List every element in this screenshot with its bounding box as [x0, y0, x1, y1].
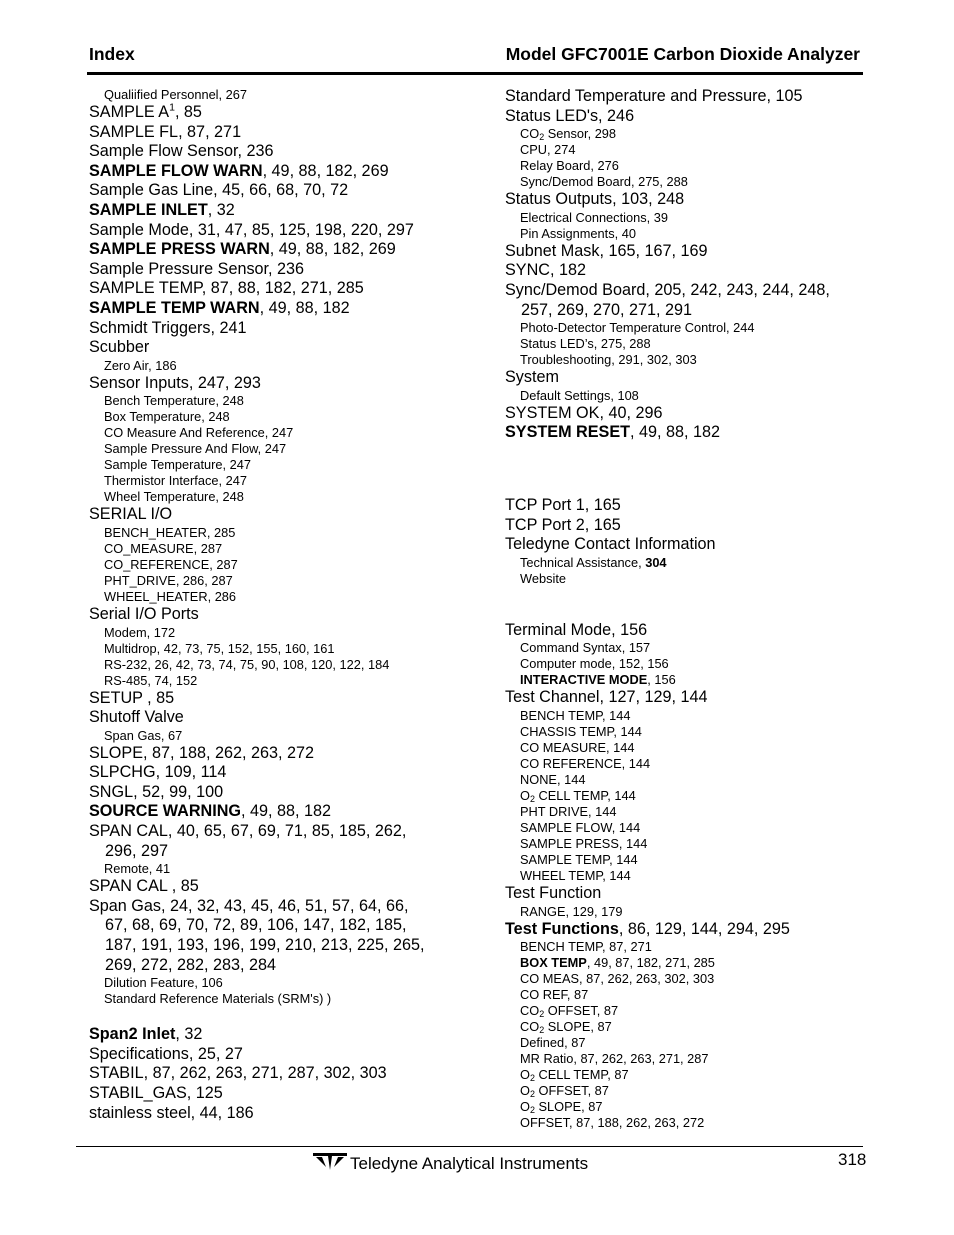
header-document-title: Model GFC7001E Carbon Dioxide Analyzer — [505, 44, 860, 64]
index-subentry — [505, 955, 865, 971]
index-subentry: RANGE, 129, 179 — [520, 903, 623, 919]
index-term-bold: BOX TEMP — [520, 955, 587, 971]
index-term-bold: SAMPLE FLOW WARN — [89, 161, 263, 180]
footer-company-name: Teledyne Analytical Instruments — [350, 1153, 589, 1173]
header-rule — [87, 72, 863, 75]
index-entry: STABIL, 87, 262, 263, 271, 287, 302, 303 — [89, 1064, 387, 1083]
index-entry: System — [505, 368, 559, 387]
index-term-bold: Test Functions — [505, 919, 619, 938]
index-subentry: BENCH TEMP, 144 — [520, 707, 631, 723]
index-entry: TCP Port 1, 165 — [505, 495, 621, 514]
index-entry: SLPCHG, 109, 114 — [89, 763, 227, 782]
index-subentry: Electrical Connections, 39 — [520, 209, 668, 225]
index-subentry: WHEEL_HEATER, 286 — [104, 588, 237, 604]
index-subentry: PHT_DRIVE, 286, 287 — [104, 572, 233, 588]
index-term-bold: Span2 Inlet — [89, 1025, 176, 1044]
index-term-bold: SYSTEM RESET — [505, 423, 631, 442]
index-subentry: Dilution Feature, 106 — [104, 975, 223, 991]
index-subentry: Bench Temperature, 248 — [104, 393, 244, 409]
index-pages: , 49, 87, 182, 271, 285 — [586, 955, 715, 971]
index-entry: Test Channel, 127, 129, 144 — [505, 688, 708, 707]
index-pages: , 49, 88, 182, 269 — [269, 240, 396, 259]
index-pages: , 32 — [175, 1025, 203, 1044]
index-subentry: Qualiified Personnel, 267 — [104, 87, 247, 102]
index-entry: Terminal Mode, 156 — [505, 620, 648, 639]
footer-rule — [76, 1146, 863, 1147]
index-pages: , 49, 88, 182 — [241, 802, 332, 821]
index-entry: Test Function — [505, 883, 602, 902]
index-entry: Sample Mode, 31, 47, 85, 125, 198, 220, 297 — [89, 220, 414, 239]
index-entry: Specifications, 25, 27 — [89, 1044, 243, 1063]
index-subentry: Sample Pressure And Flow, 247 — [104, 441, 287, 457]
index-subentry: Photo-Detector Temperature Control, 244 — [520, 320, 755, 336]
index-spacer — [89, 1007, 489, 1025]
index-entry: Shutoff Valve — [89, 708, 184, 727]
index-entry — [89, 240, 489, 260]
index-pages: , 156 — [647, 672, 676, 688]
index-entry: SAMPLE TEMP, 87, 88, 182, 271, 285 — [89, 279, 364, 298]
index-entry: 296, 297 — [105, 841, 169, 860]
index-spacer — [505, 587, 865, 621]
index-subentry: CPU, 274 — [520, 142, 576, 158]
index-subentry: RS-485, 74, 152 — [104, 672, 198, 688]
index-pages: , 86, 129, 144, 294, 295 — [618, 919, 790, 938]
index-subentry: CO REFERENCE, 144 — [520, 755, 651, 771]
index-subentry: CO REF, 87 — [520, 987, 589, 1003]
index-spacer — [505, 443, 865, 496]
teledyne-logo-icon — [313, 1150, 350, 1177]
index-entry: 257, 269, 270, 271, 291 — [521, 300, 693, 319]
index-entry: 67, 68, 69, 70, 72, 89, 106, 147, 182, 185, — [105, 916, 407, 935]
index-entry — [89, 1025, 489, 1045]
index-subentry: OFFSET, 87, 188, 262, 263, 272 — [520, 1115, 705, 1131]
index-entry: Span Gas, 24, 32, 43, 45, 46, 51, 57, 64, 66, — [89, 896, 409, 915]
index-entry: TCP Port 2, 165 — [505, 515, 621, 534]
index-column-left — [89, 87, 489, 1123]
index-subentry: $O_2$ SLOPE, 87 — [520, 1099, 603, 1115]
index-subentry: CO MEASURE, 144 — [520, 739, 635, 755]
index-subentry: Relay Board, 276 — [520, 158, 619, 174]
index-term-bold: SAMPLE TEMP WARN — [89, 298, 260, 317]
index-entry — [89, 201, 489, 221]
index-subentry: Command Syntax, 157 — [520, 640, 651, 656]
index-entry: Subnet Mask, 165, 167, 169 — [505, 241, 708, 260]
index-entry: Serial I/O Ports — [89, 604, 199, 623]
index-subentry: Modem, 172 — [104, 624, 176, 640]
index-entry — [505, 423, 865, 443]
index-subentry: CHASSIS TEMP, 144 — [520, 723, 642, 739]
index-entry — [89, 299, 489, 319]
index-entry: Status Outputs, 103, 248 — [505, 190, 685, 209]
index-subentry: BENCH TEMP, 87, 271 — [520, 939, 652, 955]
index-subentry: Standard Reference Materials (SRM's) ) — [104, 991, 332, 1007]
index-subentry: PHT DRIVE, 144 — [520, 803, 617, 819]
index-term: Technical Assistance, — [520, 554, 646, 570]
index-entry: Standard Temperature and Pressure, 105 — [505, 87, 803, 105]
index-subentry — [505, 555, 865, 571]
index-entry: Sensor Inputs, 247, 293 — [89, 373, 261, 392]
index-pages: , 32 — [207, 200, 235, 219]
index-entry: SAMPLE FL, 87, 271 — [89, 122, 242, 141]
index-term-bold: INTERACTIVE MODE — [520, 672, 648, 688]
index-term-bold: SAMPLE PRESS WARN — [89, 240, 270, 259]
index-subentry: Thermistor Interface, 247 — [104, 473, 247, 489]
page-number: 318 — [838, 1150, 867, 1169]
index-subentry: SAMPLE PRESS, 144 — [520, 835, 648, 851]
index-subentry: MR Ratio, 87, 262, 263, 271, 287 — [520, 1051, 709, 1067]
index-entry: Scubber — [89, 338, 150, 357]
index-entry — [89, 162, 489, 182]
index-subentry: Defined, 87 — [520, 1035, 586, 1051]
index-subentry: Troubleshooting, 291, 302, 303 — [520, 352, 697, 368]
index-pages: , 49, 88, 182 — [259, 298, 350, 317]
index-subentry: CO MEAS, 87, 262, 263, 302, 303 — [520, 971, 715, 987]
index-subentry: Default Settings, 108 — [520, 387, 639, 403]
index-subentry: CO_REFERENCE, 287 — [104, 556, 238, 572]
index-entry: STABIL_GAS, 125 — [89, 1084, 223, 1102]
index-subentry: Remote, 41 — [104, 861, 171, 877]
index-entry: SYNC, 182 — [505, 261, 586, 280]
index-subentry: Website — [520, 570, 566, 586]
index-subentry: Span Gas, 67 — [104, 727, 183, 743]
index-entry — [505, 920, 865, 940]
index-subentry: Status LED’s, 275, 288 — [520, 336, 651, 352]
index-entry: stainless steel, 44, 186 — [89, 1103, 254, 1122]
index-pages: , 49, 88, 182 — [630, 423, 721, 442]
index-entry: SAMPLE $A^1$, 85 — [89, 101, 202, 121]
index-entry: SERIAL I/O — [89, 505, 173, 524]
index-subentry: RS-232, 26, 42, 73, 74, 75, 90, 108, 120, 122, 184 — [104, 656, 390, 672]
index-entry: SYSTEM OK, 40, 296 — [505, 403, 663, 422]
index-subentry — [505, 672, 865, 688]
index-entry: 187, 191, 193, 196, 199, 210, 213, 225, 265, — [105, 936, 425, 955]
index-subentry: $O_2$ CELL TEMP, 144 — [520, 787, 636, 804]
index-term-bold: SAMPLE INLET — [89, 200, 208, 219]
index-entry: Teledyne Contact Information — [505, 535, 716, 554]
index-subentry: Zero Air, 186 — [104, 357, 177, 373]
index-subentry: NONE, 144 — [520, 771, 586, 787]
index-subentry: $O_2$ OFFSET, 87 — [520, 1083, 609, 1099]
index-entry: Schmidt Triggers, 241 — [89, 318, 247, 337]
index-subentry: Sample Temperature, 247 — [104, 457, 252, 473]
header-section-title: Index — [89, 44, 135, 64]
index-subentry: Pin Assignments, 40 — [520, 225, 636, 241]
index-entry: SLOPE, 87, 188, 262, 263, 272 — [89, 743, 314, 762]
index-pages: , 49, 88, 182, 269 — [262, 161, 389, 180]
index-subentry: SAMPLE FLOW, 144 — [520, 819, 641, 835]
index-subentry: CO Measure And Reference, 247 — [104, 425, 294, 441]
index-column-right — [505, 87, 865, 1131]
index-subentry: SAMPLE TEMP, 144 — [520, 851, 638, 867]
index-entry: Status LED's, 246 — [505, 106, 635, 125]
index-entry: SPAN CAL, 40, 65, 67, 69, 71, 85, 185, 262, — [89, 822, 407, 841]
index-subentry: Multidrop, 42, 73, 75, 152, 155, 160, 161 — [104, 640, 335, 656]
index-entry: Sample Pressure Sensor, 236 — [89, 259, 305, 278]
index-subentry: $CO_2$ SLOPE, 87 — [520, 1019, 612, 1035]
index-entry — [89, 802, 489, 822]
index-entry: SPAN CAL , 85 — [89, 877, 199, 896]
index-term-bold: SOURCE WARNING — [89, 802, 241, 821]
index-subentry: Wheel Temperature, 248 — [104, 489, 244, 505]
index-entry: Sync/Demod Board, 205, 242, 243, 244, 248, — [505, 280, 830, 299]
index-entry: Sample Gas Line, 45, 66, 68, 70, 72 — [89, 181, 349, 200]
footer-brand — [313, 1150, 588, 1177]
index-entry: Sample Flow Sensor, 236 — [89, 142, 274, 161]
index-pages-bold: 304 — [645, 554, 667, 570]
index-subentry: Computer mode, 152, 156 — [520, 656, 669, 672]
index-subentry: WHEEL TEMP, 144 — [520, 867, 631, 883]
index-subentry: $CO_2$ OFFSET, 87 — [520, 1003, 619, 1019]
index-entry: 269, 272, 282, 283, 284 — [105, 955, 277, 974]
index-subentry: $CO_2$ Sensor, 298 — [520, 126, 617, 142]
index-subentry: Box Temperature, 248 — [104, 409, 230, 425]
index-subentry: CO_MEASURE, 287 — [104, 540, 223, 556]
index-subentry: BENCH_HEATER, 285 — [104, 524, 236, 540]
index-subentry: $O_2$ CELL TEMP, 87 — [520, 1067, 629, 1083]
index-subentry: Sync/Demod Board, 275, 288 — [520, 174, 688, 190]
index-entry: SETUP , 85 — [89, 688, 175, 707]
index-entry: SNGL, 52, 99, 100 — [89, 782, 224, 801]
